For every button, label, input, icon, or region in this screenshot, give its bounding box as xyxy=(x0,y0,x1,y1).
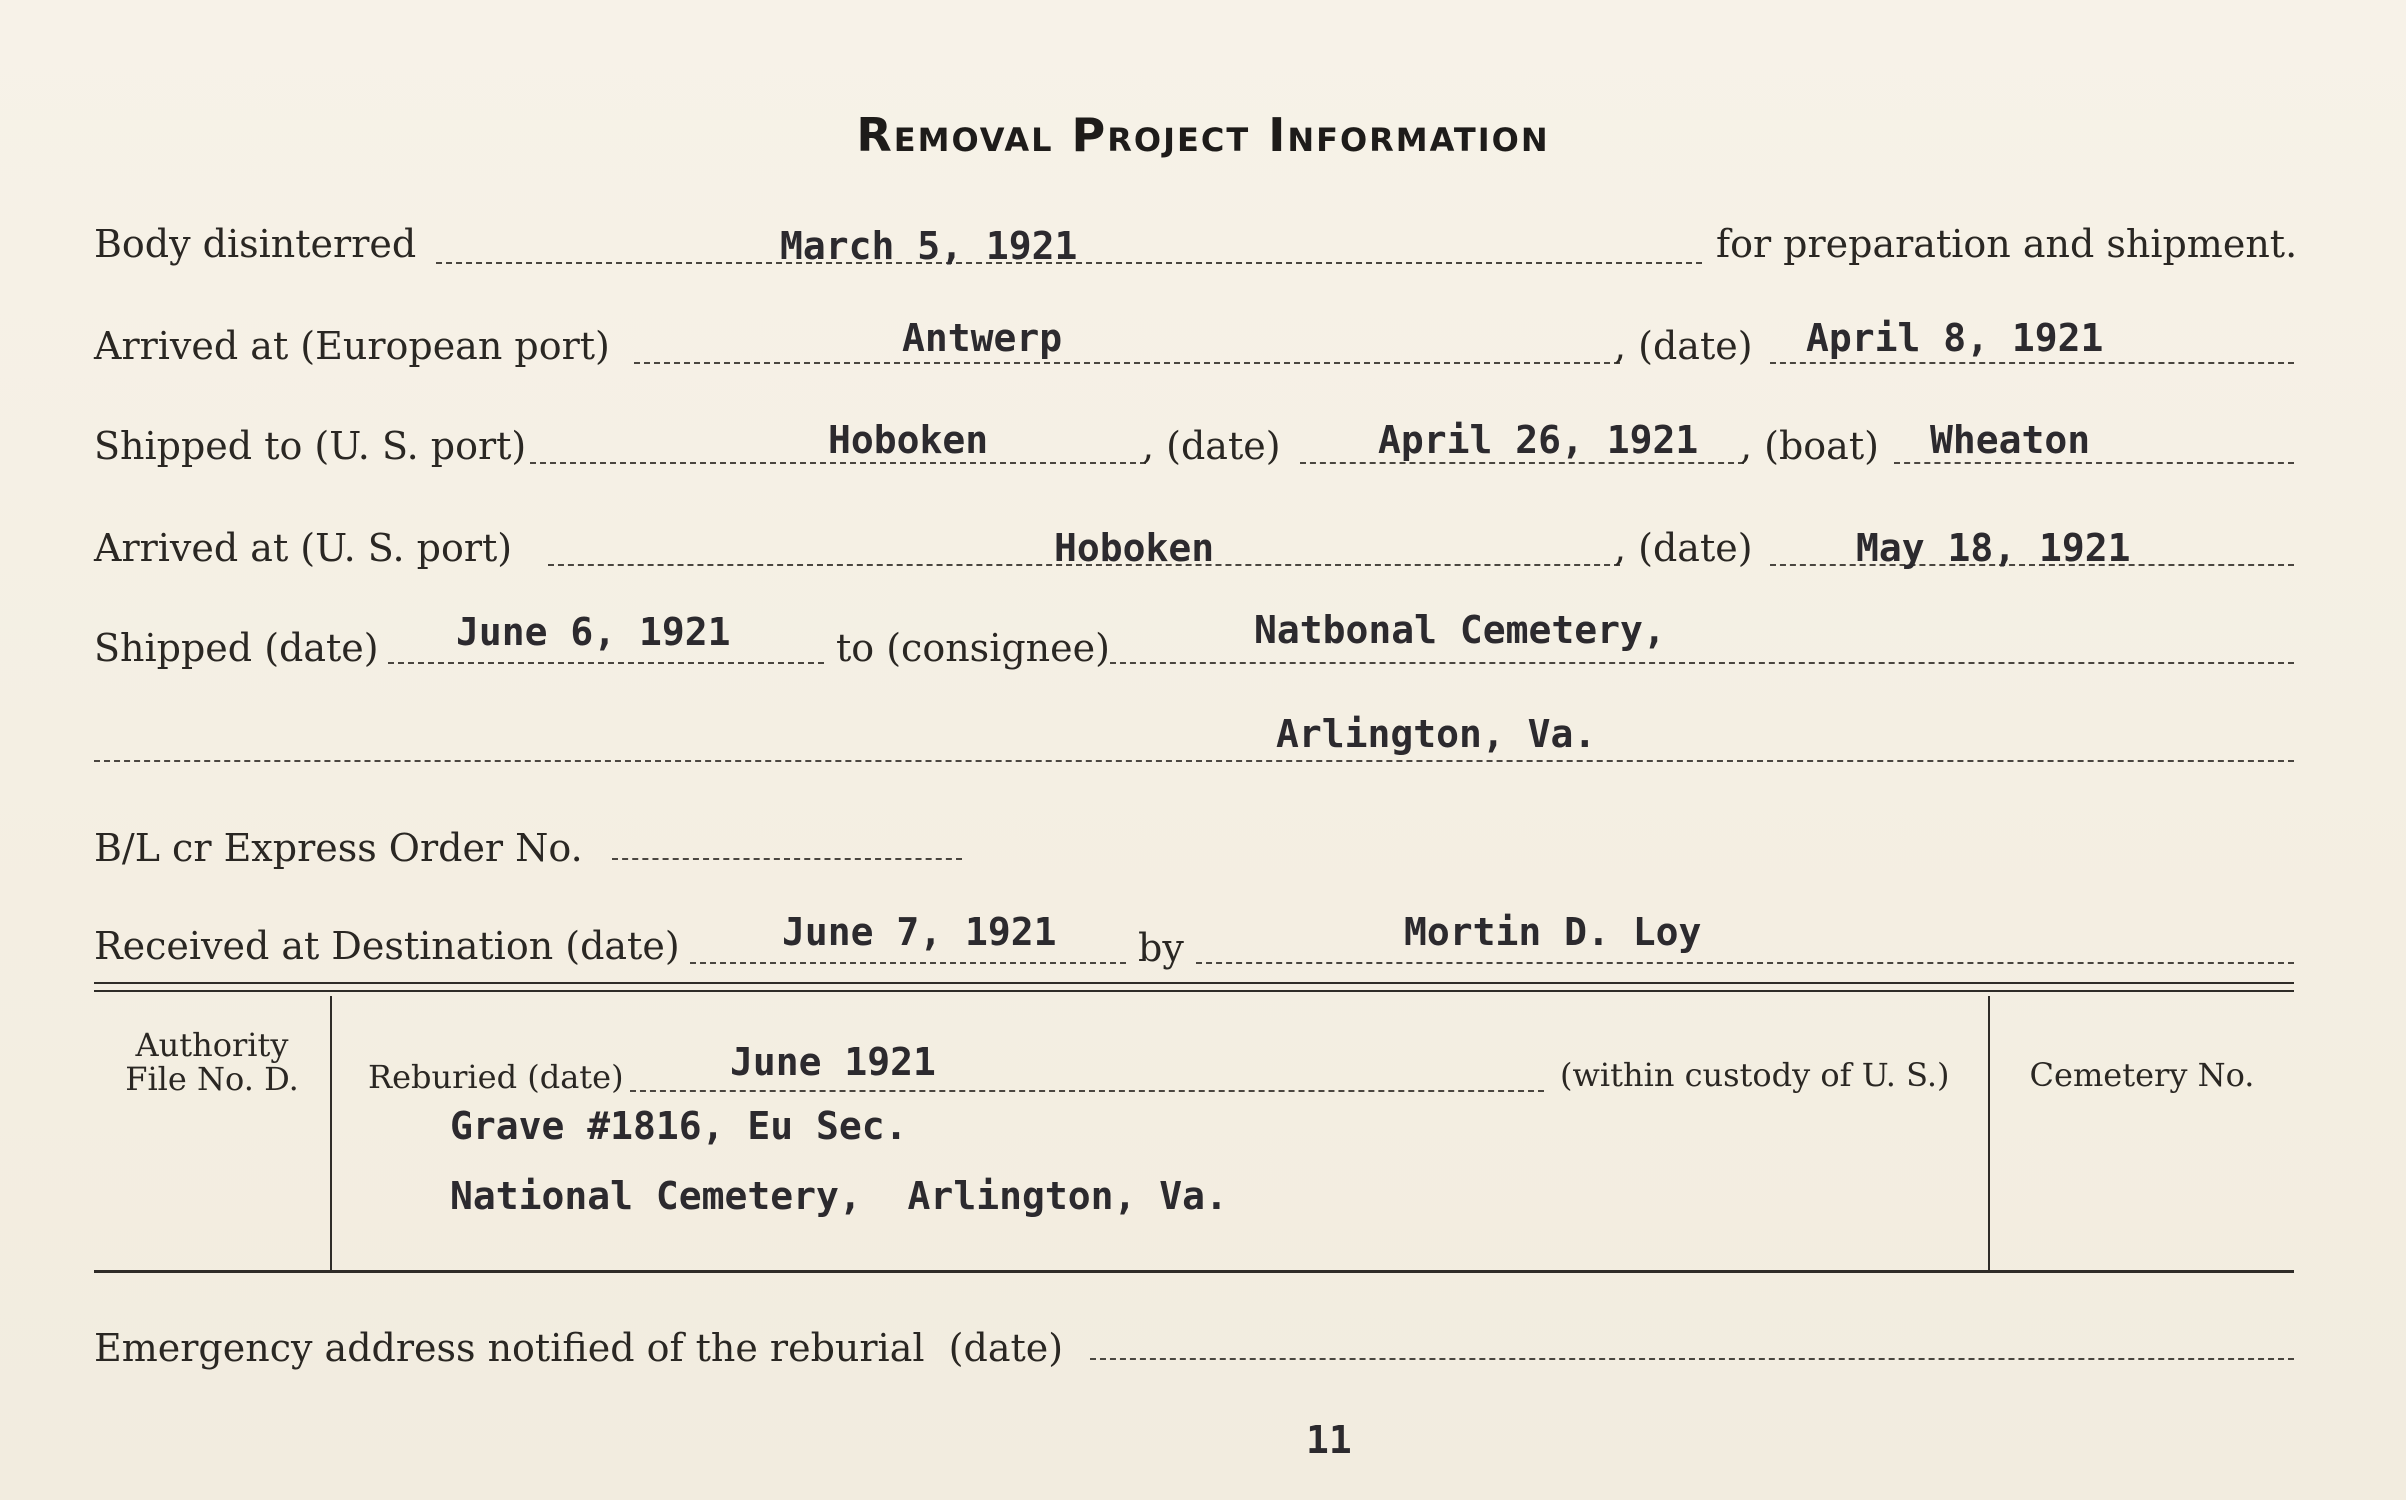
shipped-us-date-value: April 26, 1921 xyxy=(1378,418,1699,462)
box-divider-right xyxy=(1988,996,1990,1270)
box-top-rule-2 xyxy=(94,990,2294,992)
consignee-continuation-line xyxy=(94,760,2294,762)
arrived-us-label: Arrived at (U. S. port) xyxy=(94,526,513,570)
shipped-date-label: Shipped (date) xyxy=(94,626,379,670)
shipped-us-line xyxy=(530,462,1146,464)
authority-label-line2: File No. D. xyxy=(125,1060,299,1098)
body-disinterred-label: Body disinterred xyxy=(94,222,417,266)
grave-line2: National Cemetery, Arlington, Va. xyxy=(450,1174,1228,1218)
box-top-rule-1 xyxy=(94,982,2294,984)
bl-order-line xyxy=(612,858,962,860)
box-bottom-rule xyxy=(94,1270,2294,1273)
shipped-date-value: June 6, 1921 xyxy=(456,610,731,654)
consignee-line xyxy=(1110,662,2294,664)
arrived-us-date-label: , (date) xyxy=(1614,526,1753,570)
received-label: Received at Destination (date) xyxy=(94,924,680,968)
received-by-label: by xyxy=(1138,926,1184,970)
received-date-line xyxy=(690,962,1126,964)
received-by-line xyxy=(1196,962,2294,964)
reburied-date-value: June 1921 xyxy=(730,1040,936,1084)
received-date-value: June 7, 1921 xyxy=(782,910,1057,954)
page-number: 11 xyxy=(1306,1418,1352,1462)
authority-label-line1: Authority xyxy=(135,1026,289,1064)
box-divider-left xyxy=(330,996,332,1270)
arrived-us-date-value: May 18, 1921 xyxy=(1856,526,2131,570)
custody-label: (within custody of U. S.) xyxy=(1560,1056,1950,1094)
shipped-us-boat-label: , (boat) xyxy=(1740,424,1879,468)
shipped-us-boat-value: Wheaton xyxy=(1930,418,2091,462)
arrived-european-date-label: , (date) xyxy=(1614,324,1753,368)
received-by-value: Mortin D. Loy xyxy=(1404,910,1702,954)
arrived-european-date-line xyxy=(1770,362,2294,364)
shipped-us-port-value: Hoboken xyxy=(828,418,989,462)
emergency-label: Emergency address notified of the reburial (date) xyxy=(94,1326,1064,1370)
consignee-value-line2: Arlington, Va. xyxy=(1276,712,1597,756)
bl-order-label: B/L cr Express Order No. xyxy=(94,826,583,870)
arrived-us-port-value: Hoboken xyxy=(1054,526,1215,570)
body-disinterred-suffix: for preparation and shipment. xyxy=(1716,222,2298,266)
shipped-us-boat-line xyxy=(1894,462,2294,464)
grave-line1: Grave #1816, Eu Sec. xyxy=(450,1104,908,1148)
emergency-line xyxy=(1090,1358,2294,1360)
consignee-label: to (consignee) xyxy=(836,626,1110,670)
shipped-us-date-line xyxy=(1300,462,1744,464)
shipped-us-label: Shipped to (U. S. port) xyxy=(94,424,527,468)
arrived-european-line xyxy=(634,362,1620,364)
consignee-value-line1: Natbonal Cemetery, xyxy=(1254,608,1666,652)
arrived-european-port-value: Antwerp xyxy=(902,316,1063,360)
shipped-us-date-label: , (date) xyxy=(1142,424,1281,468)
page-title: Removal Project Information xyxy=(856,108,1550,162)
reburied-date-line xyxy=(630,1090,1544,1092)
shipped-date-line xyxy=(388,662,824,664)
cemetery-no-label: Cemetery No. xyxy=(2029,1056,2255,1094)
body-disinterred-value: March 5, 1921 xyxy=(780,224,1078,268)
arrived-european-label: Arrived at (European port) xyxy=(94,324,610,368)
reburied-label: Reburied (date) xyxy=(368,1058,624,1096)
arrived-european-date-value: April 8, 1921 xyxy=(1806,316,2104,360)
